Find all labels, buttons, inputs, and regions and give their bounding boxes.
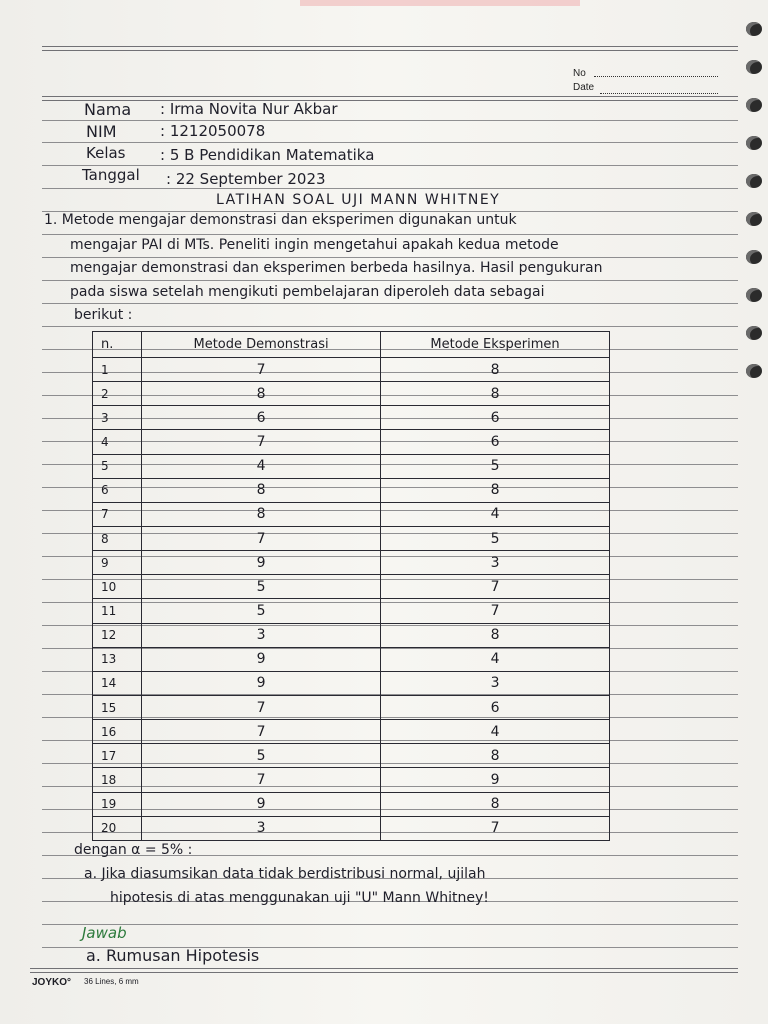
cell-demonstrasi: 8 xyxy=(142,478,381,502)
cell-n: 11 xyxy=(93,599,142,623)
cell-eksperimen: 8 xyxy=(381,358,610,382)
cell-n: 4 xyxy=(93,430,142,454)
cell-n: 19 xyxy=(93,792,142,816)
table-row xyxy=(93,696,610,720)
cell-demonstrasi: 5 xyxy=(142,744,381,768)
cell-eksperimen: 4 xyxy=(381,647,610,671)
cell-demonstrasi: 8 xyxy=(142,502,381,526)
problem-line-1: 1. Metode mengajar demonstrasi dan eksperimen digunakan untuk xyxy=(44,212,517,228)
question-a-line-1: a. Jika diasumsikan data tidak berdistribusi normal, ujilah xyxy=(84,866,486,882)
cell-demonstrasi: 7 xyxy=(142,527,381,551)
cell-eksperimen: 8 xyxy=(381,382,610,406)
cell-demonstrasi: 7 xyxy=(142,720,381,744)
cell-n: 17 xyxy=(93,744,142,768)
problem-line-2: mengajar PAI di MTs. Peneliti ingin mengetahui apakah kedua metode xyxy=(70,237,559,253)
nim-label: NIM xyxy=(86,122,117,141)
data-table xyxy=(92,331,610,841)
ring-icon xyxy=(746,212,762,226)
cell-eksperimen: 6 xyxy=(381,696,610,720)
cell-demonstrasi: 9 xyxy=(142,792,381,816)
cell-n: 7 xyxy=(93,502,142,526)
cell-eksperimen: 7 xyxy=(381,575,610,599)
table-row xyxy=(93,406,610,430)
ring-icon xyxy=(746,136,762,150)
table-row xyxy=(93,671,610,695)
cell-demonstrasi: 7 xyxy=(142,768,381,792)
cell-demonstrasi: 8 xyxy=(142,382,381,406)
nama-value: : Irma Novita Nur Akbar xyxy=(160,100,338,118)
col-header-eksperimen: Metode Eksperimen xyxy=(381,332,610,358)
table-row xyxy=(93,551,610,575)
cell-demonstrasi: 7 xyxy=(142,696,381,720)
cell-eksperimen: 7 xyxy=(381,816,610,840)
cell-demonstrasi: 9 xyxy=(142,647,381,671)
cell-demonstrasi: 6 xyxy=(142,406,381,430)
date-label: Date xyxy=(573,82,595,93)
table-row xyxy=(93,454,610,478)
brand-logo: JOYKO° xyxy=(32,977,72,988)
table-row xyxy=(93,527,610,551)
tanggal-value: : 22 September 2023 xyxy=(166,170,326,188)
cell-eksperimen: 4 xyxy=(381,502,610,526)
rumusan-hipotesis: a. Rumusan Hipotesis xyxy=(86,946,260,965)
kelas-label: Kelas xyxy=(86,144,126,162)
cell-n: 20 xyxy=(93,816,142,840)
cell-demonstrasi: 3 xyxy=(142,816,381,840)
ring-icon xyxy=(746,22,762,36)
table-row xyxy=(93,358,610,382)
header-rule xyxy=(42,46,738,51)
table-row xyxy=(93,720,610,744)
cell-n: 2 xyxy=(93,382,142,406)
question-a-line-2: hipotesis di atas menggunakan uji "U" Mann Whitney! xyxy=(110,890,489,906)
cell-n: 13 xyxy=(93,647,142,671)
problem-line-5: berikut : xyxy=(74,307,133,323)
cell-n: 3 xyxy=(93,406,142,430)
spiral-binding xyxy=(738,18,768,418)
cell-eksperimen: 7 xyxy=(381,599,610,623)
table-row xyxy=(93,502,610,526)
cell-demonstrasi: 7 xyxy=(142,358,381,382)
cell-n: 6 xyxy=(93,478,142,502)
nim-value: : 1212050078 xyxy=(160,122,266,140)
ring-icon xyxy=(746,364,762,378)
cell-n: 5 xyxy=(93,454,142,478)
cell-eksperimen: 5 xyxy=(381,527,610,551)
table-row xyxy=(93,744,610,768)
no-line xyxy=(594,75,718,77)
table-row xyxy=(93,599,610,623)
page-title: LATIHAN SOAL UJI MANN WHITNEY xyxy=(216,192,501,208)
cell-eksperimen: 8 xyxy=(381,478,610,502)
cell-eksperimen: 6 xyxy=(381,406,610,430)
table-header-row xyxy=(93,332,610,358)
cell-n: 18 xyxy=(93,768,142,792)
cell-n: 15 xyxy=(93,696,142,720)
nama-label: Nama xyxy=(84,100,132,119)
table-row xyxy=(93,647,610,671)
problem-line-4: pada siswa setelah mengikuti pembelajaran diperoleh data sebagai xyxy=(70,284,545,300)
cell-demonstrasi: 3 xyxy=(142,623,381,647)
cell-eksperimen: 8 xyxy=(381,623,610,647)
no-label: No xyxy=(573,68,586,79)
cell-eksperimen: 9 xyxy=(381,768,610,792)
col-header-n: n. xyxy=(93,332,142,358)
tanggal-label: Tanggal xyxy=(82,166,140,184)
cell-eksperimen: 5 xyxy=(381,454,610,478)
cell-n: 1 xyxy=(93,358,142,382)
cell-eksperimen: 4 xyxy=(381,720,610,744)
ring-icon xyxy=(746,288,762,302)
table-row xyxy=(93,816,610,840)
cell-eksperimen: 8 xyxy=(381,744,610,768)
cell-demonstrasi: 9 xyxy=(142,671,381,695)
table-row xyxy=(93,575,610,599)
date-line xyxy=(600,92,718,94)
table-row xyxy=(93,430,610,454)
cell-n: 14 xyxy=(93,671,142,695)
cell-n: 10 xyxy=(93,575,142,599)
cell-demonstrasi: 9 xyxy=(142,551,381,575)
cell-eksperimen: 8 xyxy=(381,792,610,816)
cell-n: 12 xyxy=(93,623,142,647)
table-row xyxy=(93,792,610,816)
problem-line-3: mengajar demonstrasi dan eksperimen berbeda hasilnya. Hasil pengukuran xyxy=(70,260,603,276)
cell-n: 16 xyxy=(93,720,142,744)
table-row xyxy=(93,478,610,502)
cell-n: 9 xyxy=(93,551,142,575)
ring-icon xyxy=(746,98,762,112)
page-top-edge xyxy=(300,0,580,6)
table-row xyxy=(93,623,610,647)
alpha-line: dengan α = 5% : xyxy=(74,842,193,858)
table-row xyxy=(93,382,610,406)
jawab-label: Jawab xyxy=(82,924,127,942)
cell-demonstrasi: 5 xyxy=(142,599,381,623)
ring-icon xyxy=(746,326,762,340)
cell-eksperimen: 6 xyxy=(381,430,610,454)
cell-demonstrasi: 7 xyxy=(142,430,381,454)
ring-icon xyxy=(746,250,762,264)
cell-demonstrasi: 4 xyxy=(142,454,381,478)
cell-eksperimen: 3 xyxy=(381,671,610,695)
ring-icon xyxy=(746,174,762,188)
table-row xyxy=(93,768,610,792)
ruling-info: 36 Lines, 6 mm xyxy=(84,977,139,986)
ring-icon xyxy=(746,60,762,74)
kelas-value: : 5 B Pendidikan Matematika xyxy=(160,146,375,164)
cell-n: 8 xyxy=(93,527,142,551)
header-rule-2 xyxy=(42,96,738,101)
col-header-demonstrasi: Metode Demonstrasi xyxy=(142,332,381,358)
cell-demonstrasi: 5 xyxy=(142,575,381,599)
cell-eksperimen: 3 xyxy=(381,551,610,575)
